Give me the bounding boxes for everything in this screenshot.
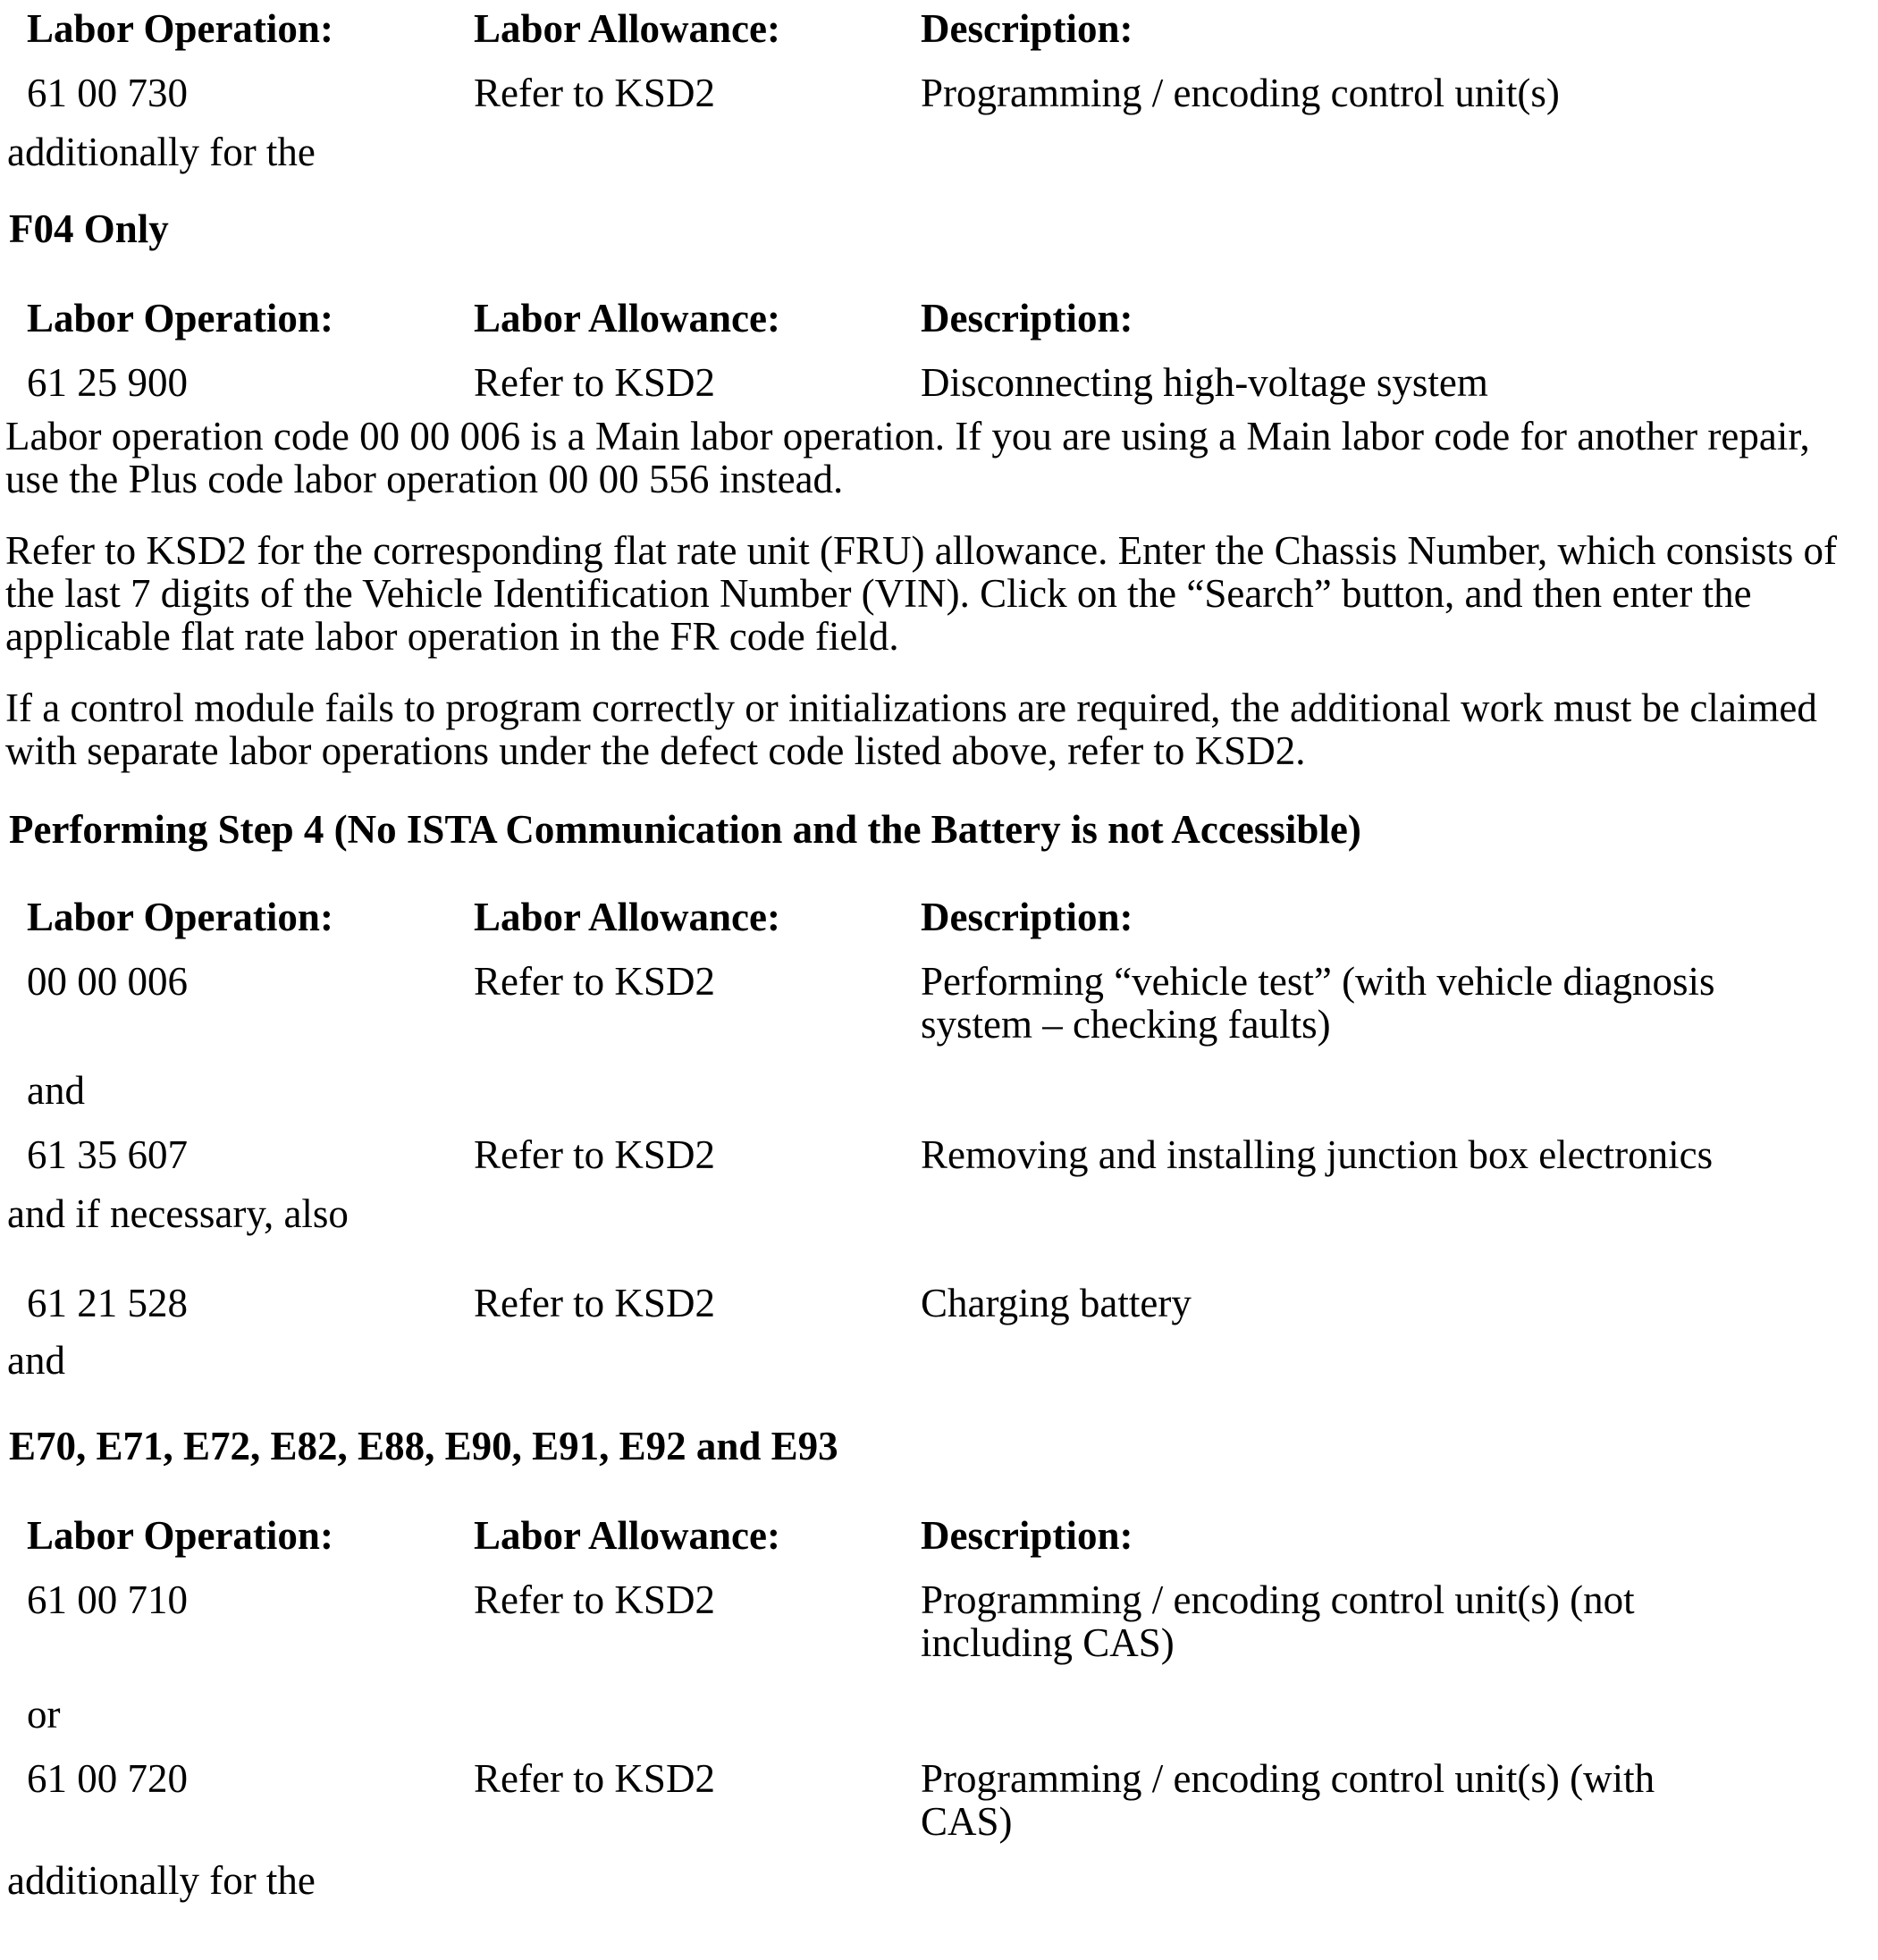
description-header: Description: xyxy=(921,6,1133,51)
connector-additionally-2: additionally for the xyxy=(7,1858,316,1903)
paragraph-main-labor: Labor operation code 00 00 006 is a Main labor operation. If you are using a Main labor code for another repair, use the Plus code labor operation 00 00 556 instead. xyxy=(5,414,1810,501)
description-header: Description: xyxy=(921,296,1133,341)
labor-table-3 xyxy=(0,896,1878,1382)
description-cell: Programming / encoding control unit(s) (with CAS) xyxy=(921,1756,1655,1844)
labor-table-1 xyxy=(0,7,1878,114)
table-header-row xyxy=(0,1514,1878,1557)
labor-operation-header: Labor Operation: xyxy=(27,296,333,341)
labor-allowance-header: Labor Allowance: xyxy=(474,1513,780,1558)
connector-and-if-necessary: and if necessary, also xyxy=(7,1191,349,1236)
table-row xyxy=(0,72,1878,114)
labor-allowance-cell: Refer to KSD2 xyxy=(474,959,715,1004)
description-cell: Charging battery xyxy=(921,1281,1192,1325)
labor-operation-cell: 61 21 528 xyxy=(27,1281,188,1325)
section-heading-step4: Performing Step 4 (No ISTA Communication and the Battery is not Accessible) xyxy=(9,807,1361,852)
connector-and-2: and xyxy=(7,1338,65,1383)
labor-operation-header: Labor Operation: xyxy=(27,1513,333,1558)
section-heading-e-models: E70, E71, E72, E82, E88, E90, E91, E92 and E93 xyxy=(9,1424,838,1468)
labor-operation-cell: 61 00 720 xyxy=(27,1756,188,1801)
description-cell: Performing “vehicle test” (with vehicle diagnosis system – checking faults) xyxy=(921,959,1715,1047)
description-header: Description: xyxy=(921,895,1133,939)
table-header-row xyxy=(0,297,1878,340)
table-row xyxy=(0,1133,1878,1176)
labor-allowance-header: Labor Allowance: xyxy=(474,895,780,939)
section-heading-f04: F04 Only xyxy=(9,206,169,251)
labor-operation-header: Labor Operation: xyxy=(27,6,333,51)
connector-additionally-1: additionally for the xyxy=(7,130,316,174)
description-cell: Programming / encoding control unit(s) (not including CAS) xyxy=(921,1577,1635,1665)
labor-operation-cell: 61 25 900 xyxy=(27,360,188,405)
table-header-row xyxy=(0,7,1878,50)
description-header: Description: xyxy=(921,1513,1133,1558)
labor-allowance-cell: Refer to KSD2 xyxy=(474,1756,715,1801)
labor-operation-cell: 61 00 730 xyxy=(27,71,188,115)
table-row xyxy=(0,1282,1878,1325)
description-cell: Programming / encoding control unit(s) xyxy=(921,71,1560,115)
description-cell: Removing and installing junction box electronics xyxy=(921,1132,1714,1177)
labor-allowance-cell: Refer to KSD2 xyxy=(474,1577,715,1622)
labor-operation-cell: 61 35 607 xyxy=(27,1132,188,1177)
labor-allowance-header: Labor Allowance: xyxy=(474,6,780,51)
labor-table-2 xyxy=(0,297,1878,404)
connector-or: or xyxy=(27,1692,61,1737)
labor-allowance-cell: Refer to KSD2 xyxy=(474,360,715,405)
table-row xyxy=(0,1757,1878,1843)
description-cell: Disconnecting high-voltage system xyxy=(921,360,1488,405)
labor-allowance-cell: Refer to KSD2 xyxy=(474,1132,715,1177)
table-row xyxy=(0,361,1878,404)
labor-allowance-header: Labor Allowance: xyxy=(474,296,780,341)
paragraph-control-module: If a control module fails to program correctly or initializations are required, the additional work must be claimed with separate labor operations under the defect code listed above, refer to KSD2. xyxy=(5,686,1817,773)
labor-allowance-cell: Refer to KSD2 xyxy=(474,71,715,115)
labor-operation-header: Labor Operation: xyxy=(27,895,333,939)
connector-and-1: and xyxy=(27,1068,85,1113)
labor-allowance-cell: Refer to KSD2 xyxy=(474,1281,715,1325)
table-row xyxy=(0,1578,1878,1664)
labor-operation-cell: 00 00 006 xyxy=(27,959,188,1004)
paragraph-ksd2-fru: Refer to KSD2 for the corresponding flat rate unit (FRU) allowance. Enter the Chassis Number, which consists of the last 7 digits of the Vehicle Identification Number (VIN). Click on the “Search” button, and then enter the applicable flat rate labor operation in the FR code field. xyxy=(5,528,1837,659)
table-row xyxy=(0,960,1878,1046)
labor-operation-cell: 61 00 710 xyxy=(27,1577,188,1622)
labor-table-4 xyxy=(0,1514,1878,1902)
service-bulletin-page xyxy=(0,7,1878,1902)
table-header-row xyxy=(0,896,1878,938)
